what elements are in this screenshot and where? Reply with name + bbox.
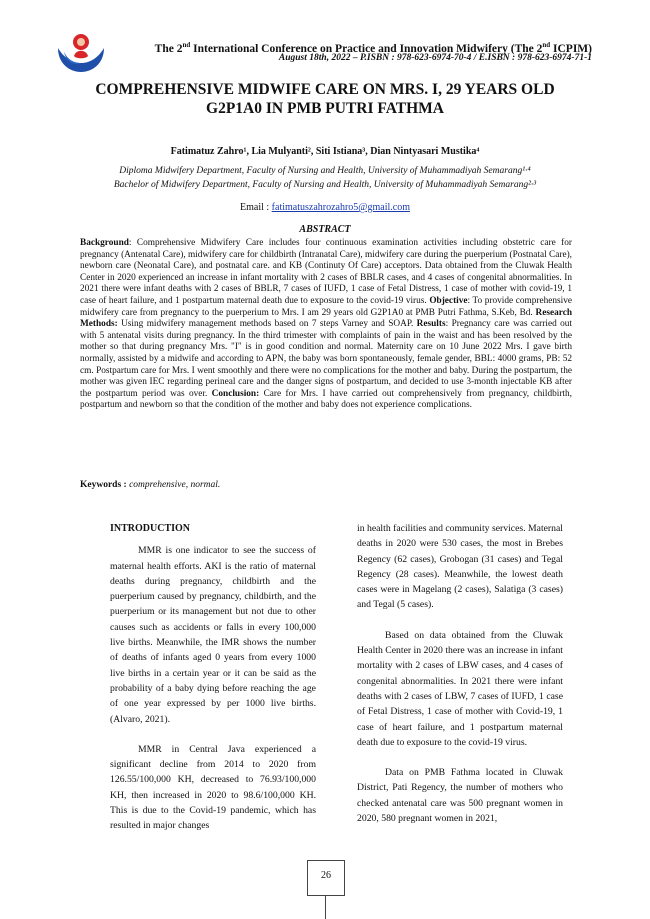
abstract-heading: ABSTRACT bbox=[299, 224, 351, 235]
paragraph: in health facilities and community services. Maternal deaths in 2020 were 530 cases, the most in Brebes Regency (62 cases), Grobogan (31 cases) and Tegal Regency (28 cases). Meanwhile, the lowest death cases were in Magelang (2 cases), Salatiga (3 cases) and Tegal (5 cases). bbox=[357, 523, 563, 611]
keywords-label: Keywords : bbox=[80, 480, 127, 490]
email-label: Email : bbox=[240, 202, 272, 213]
conference-logo bbox=[54, 30, 108, 74]
paper-title bbox=[70, 80, 580, 118]
isbn-line: August 18th, 2022 – P.ISBN : 978-623-6974-70-4 / E.ISBN : 978-623-6974-71-1 bbox=[278, 53, 592, 63]
results-label: Results bbox=[416, 319, 446, 330]
methods-text: Using midwifery management methods based on 7 steps Varney and SOAP. bbox=[117, 319, 417, 330]
left-column bbox=[110, 521, 316, 849]
email-link[interactable]: fatimatuszahrozahro5@gmail.com bbox=[271, 202, 410, 213]
methods-label: Research Methods: bbox=[80, 307, 572, 330]
paragraph: Based on data obtained from the Cluwak Health Center in 2020 there was an increase in infant mortality with 2 cases of LBW cases, and 4 cases of congenital abnormalities. In 2021 there were infant deaths with 2 cases of LBW, 7 cases of IUFD, 1 case of Fetal Distress, 1 case of mother with Covid-19, 1 case of heart failure, and 1 postpartum maternal death due to exposure to the covid-19 virus. bbox=[357, 629, 563, 748]
email-line bbox=[70, 202, 580, 213]
page-number: 26 bbox=[321, 870, 331, 881]
paragraph: Data on PMB Fathma located in Cluwak District, Pati Regency, the number of mothers who checked antenatal care was 500 pregnant women in 2020, 580 pregnant women in 2021, bbox=[357, 767, 563, 825]
abstract-body bbox=[80, 238, 572, 412]
background-text: : Comprehensive Midwifery Care includes four continuous examination activities including obstetric care for pregnancy (Antenatal Care), midwifery care for childbirth (Intranatal Care), midwifery care during the puerperium (Postnatal Care), newborn care (Neonatal Care), and postnatal care. and KB (Continuty Of Care) acceptors. Data obtained from the Cluwak Health Center in 2020 experienced an increase in infant mortality with 2 cases of BBLR cases, and 4 cases of congenital abnormalities. In 2021 there were infant deaths with 2 cases of BBLR, 7 cases of IUFD, 1 case of Fetal Distress, 1 case of mother with covid-19, 1 case of heart failure, and 1 postpartum maternal death due to exposure to the covid-19 virus. bbox=[80, 238, 572, 306]
affiliation-2: Bachelor of Midwifery Department, Faculty of Nursing and Health, University of Muhammadiyah Semarang²·³ bbox=[113, 180, 537, 190]
authors: Fatimatuz Zahro¹, Lia Mulyanti², Siti Istiana³, Dian Nintyasari Mustika⁴ bbox=[170, 146, 480, 157]
paragraph: MMR in Central Java experienced a significant decline from 2014 to 2020 from 126.55/100,000 KH, decreased to 76.93/100,000 KH, then increased in 2020 to 98.6/100,000 KH. This is due to the Covid-19 pandemic, which has resulted in major changes bbox=[110, 743, 316, 832]
title-line-2: G2P1A0 IN PMB PUTRI FATHMA bbox=[206, 100, 444, 117]
conference-title: The 2nd International Conference on Practice and Innovation Midwifery (The 2nd ICPIM) bbox=[154, 41, 592, 55]
right-column bbox=[357, 521, 563, 841]
results-text: : Pregnancy care was carried out with 5 antenatal visits during pregnancy. In the third trimester with complaints of pain in the waist and has been resolved by the mother so that during pregnancy Mrs. "I" is in good condition and normal. Maternity care on 10 June 2022 Mrs. I gave birth normally, assisted by a midwife and according to APN, the baby was born spontaneously, female gender, BBL: 4000 grams, PB: 52 cm. Postpartum care for Mrs. I went smoothly and there were no complications for the mother and baby. During the postpartum, the mother was given IEC regarding perineal care and the danger signs of postpartum, and decided to use 3-month injectable KB after the postpartum period was over. bbox=[80, 319, 572, 399]
objective-text: : To provide comprehensive midwifery care from pregnancy to the puerperium to Mrs. I am 29 years old G2P1A0 at PMB Putri Fathma, S.Keb, Bd. bbox=[80, 295, 573, 318]
objective-label: Objective bbox=[429, 295, 468, 306]
background-label: Background bbox=[80, 238, 129, 248]
conclusion-label: Conclusion: bbox=[211, 388, 260, 399]
keywords bbox=[80, 480, 572, 490]
conclusion-text: Care for Mrs. I have carried out comprehensively from pregnancy, childbirth, postpartum and newborn so that the condition of the mother and baby does not experience complications. bbox=[80, 388, 572, 411]
title-line-1: COMPREHENSIVE MIDWIFE CARE ON MRS. I, 29 YEARS OLD bbox=[95, 81, 555, 98]
paragraph: MMR is one indicator to see the success of maternal health efforts. AKI is the ratio of maternal deaths during pregnancy, childbirth and the puerperium caused by pregnancy, childbirth, and the puerperium or its management but not due to other causes such as accidents or falls in every 100,000 live births. Meanwhile, the IMR shows the number of deaths of infants aged 0 years from every 1000 live births in a certain year or it can be said as the probability of a baby dying before reaching the age of one year expressed by per 1000 live births. (Alvaro, 2021). bbox=[110, 545, 316, 725]
affiliation-1: Diploma Midwifery Department, Faculty of Nursing and Health, University of Muhammadiyah Semarang¹·⁴ bbox=[119, 166, 531, 176]
keywords-text: comprehensive, normal. bbox=[126, 480, 221, 490]
page-divider bbox=[325, 895, 326, 919]
introduction-heading: INTRODUCTION bbox=[110, 523, 191, 534]
